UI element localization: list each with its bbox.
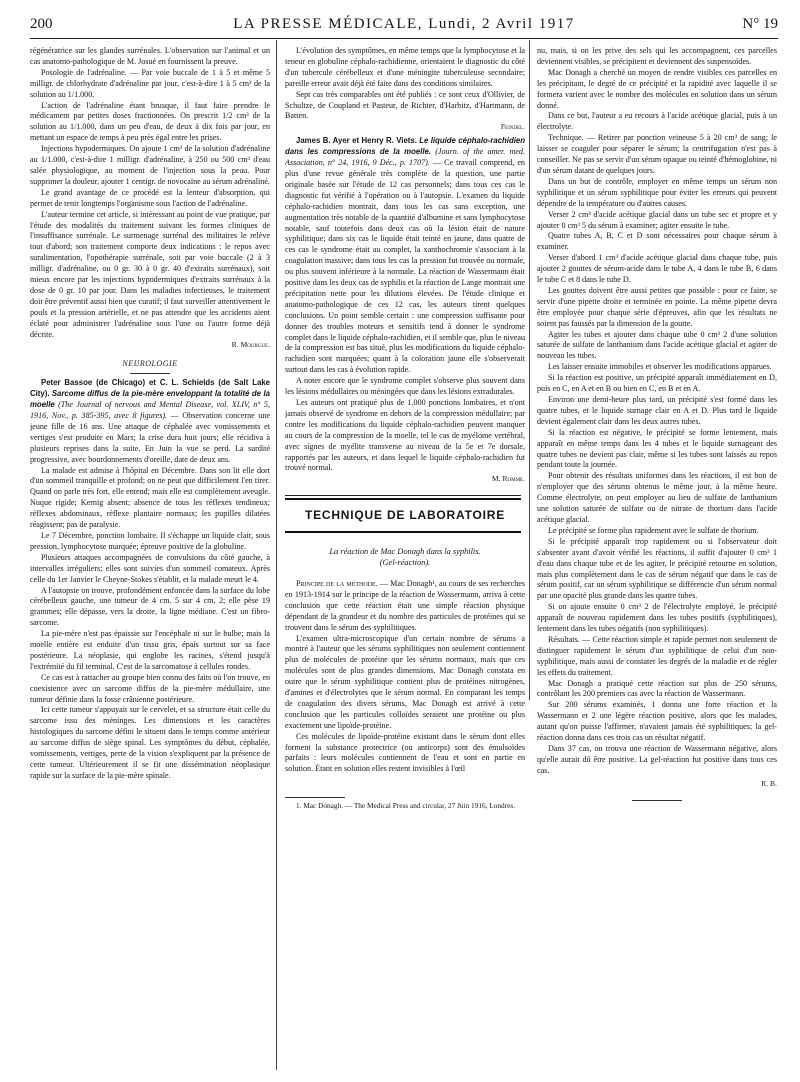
signature: R. B. (761, 778, 777, 788)
paragraph: Ici cette tumeur s'appuyait sur le cervelet, et sa structure était celle du sarcome issu des méninges. Les dimensions et les caractères histologiques du sarcome défini le situent dans le temps comme antérieur au sarcome diffus de siège spinal. Les symptômes du début, céphalée, vomissements, vertiges, perte de la vision s'expliquent par la présence de cette tumeur. Ultérieurement il se fit une dissémination néoplasique rapide sur la surface de la pie-mère spinale. (30, 705, 270, 780)
principe-text: — Mac Donagh¹, au cours de ses recherches en 1913-1914 sur le principe de la réaction de Wassermann, arriva à cette conclusion que cette réaction était une simple réaction physique dépendant de la grandeur et du nombre des particules de protéines qui se trouvent dans le sérum des syphilitiques. (285, 578, 525, 632)
footnote: 1. Mac Donagh. — The Medical Press and circular, 27 Juin 1916, Londres. (296, 801, 516, 811)
paragraph: L'évolution des symptômes, en même temps que la lymphocytose et la teneur en globuline céphalo-rachidienne, orientaient le diagnostic du côté d'un tubercule cérébelleux et d'une méningite tuberculeuse secondaire; pareille erreur avait déjà été faite dans des conditions similaires. (285, 46, 525, 88)
article-abstract (30, 378, 270, 465)
paragraph: Dans 37 cas, on trouva une réaction de Wassermann négative, alors qu'elle aurait dû être positive. La gel-réaction fut positive dans tous ces cas. (537, 744, 777, 775)
paragraph: Agiter les tubes et ajouter dans chaque tube 0 cm³ 2 d'une solution saturée de sulfate de lanthanium dans l'acide acétique glacial et agiter de nouveau les tubes. (537, 329, 777, 361)
paragraph: Ces molécules de lipoïde-protéine existant dans le sérum dont elles forment la substance protectrice (ou anticorps) sont des émulsoïdes parfaits : leurs molécules contiennent de l'eau et sont en partie en solution. Étant en solution elles restent invisibles à l'œil (285, 731, 525, 774)
paragraph: Mac Donagh a cherché un moyen de rendre visibles ces parcelles en les précipitant, le degré de ce précipité et la rapidité avec laquelle il se formera varient avec le nombre des molécules en solution dans un sérum donné. (537, 67, 777, 110)
paragraph: Les gouttes doivent être aussi petites que possible : pour ce faire, se servir d'une pipette droite et terminée en pointe. La même pipette devra être employée pour chaque série d'épreuves, afin que les résultats ne soient pas faussés par la dimension de la goutte. (537, 285, 777, 328)
paragraph: Le 7 Décembre, ponction lombaire. Il s'échappe un liquide clair, sous pression, lymphocytose marquée; épreuve positive de la globuline. (30, 530, 270, 551)
column-divider-left (276, 40, 277, 1070)
paragraph: Verser d'abord 1 cm³ d'acide acétique glacial dans chaque tube, puis ajouter 2 gouttes de sérum-acide dans le tube A, 4 dans le tube B, 6 dans le tube C et 8 dans le tube D. (537, 253, 777, 285)
paragraph: Dans un but de contrôle, employer en même temps un sérum non syphilitique et un sérum syphilitique pour éviter les erreurs qui peuvent dépendre de la température ou d'autres causes. (537, 176, 777, 208)
paragraph: La pie-mère n'est pas épaissie sur l'encéphale ni sur le bulbe; mais la moelle entière est enduite d'un tissu gris, épais surtout sur sa face postérieure. La néoplasie, qui englobe les racines, s'étend jusqu'à l'extrémité du fil terminal. C'est de la sarcomatose à cellules rondes. (30, 629, 270, 671)
paragraph: La malade est admise à l'hôpital en Décembre. Dans son lit elle dort d'un sommeil tranquille et profond; on ne peut que difficilement l'en tirer. Quand on parle très fort, elle entend; mais elle est complètement aveugle. Nuque rigide; Kernig absent; absence de tous les réflexes tendineux; réflexes abdominaux, réflexe plantaire normaux; les pupilles dilatées réagissent; pas de paralysie. (30, 465, 270, 530)
journal-title: LA PRESSE MÉDICALE, Lundi, 2 Avril 1917 (233, 16, 575, 32)
closing-rule (632, 800, 682, 801)
paragraph: Injections hypodermiques. On ajoute 1 cm³ de la solution d'adrénaline au 1/1.000, c'est-à-dire 1 milligr. d'adrénaline, à 250 ou 500 cm³ d'eau salée physiologique, au moment de l'injection sous la peau. Pour supprimer la douleur, ajouter 1 centigr. de novocaïne au sérum adrénaliné. (30, 144, 270, 186)
signature: M. Romme. (491, 474, 525, 484)
principe-label: Principe de la méthode. (296, 578, 378, 588)
article-subtitle-2: (Gel-réaction). (379, 558, 431, 568)
paragraph: A l'autopsie on trouve, profondément enfoncée dans la surface du lobe cérébelleux gauche, une tumeur de 4 cm. 5 sur 4 cm, 2; elle pèse 19 grammes; elle dépasse, vers la droite, la ligne médiane. C'est un fibro-sarcome. (30, 585, 270, 628)
paragraph: Mac Donagh a pratiqué cette réaction sur plus de 250 sérums, contrôlant les 200 premiers cas avec la réaction de Wassermann. (537, 678, 777, 699)
paragraph: Résultats. — Cette réaction simple et rapide permet non seulement de distinguer rapidement le sérum d'un syphilitique de celui d'un non-syphilitique, mais aussi de constater les degrés de la maladie et de régler les effets du traitement. (537, 634, 777, 677)
column-2 (285, 46, 525, 1066)
footnote-rule (285, 797, 345, 798)
paragraph: Les laisser ensuite immobiles et observer les modifications apparues. (548, 362, 772, 372)
paragraph: nu, mais, si on les prive des sels qui les accompagnent, ces parcelles deviennent visibles, se précipitent et deviennent des suspensoïdes. (537, 46, 777, 66)
column-3 (537, 46, 777, 801)
column-divider-right (529, 40, 530, 700)
article-text: — Observation concerne une jeune fille de 16 ans. Une attaque de céphalée avec vomissements et vertiges s'est produite en Mars; la crise dura huit jours; elle récidiva à plusieurs reprises dans la suite. En Juin la vue se perd. La surdité progressive, avec bourdonnements d'oreille, date de deux ans. (30, 411, 270, 464)
section-rule-bottom (285, 531, 521, 533)
article-abstract (285, 136, 525, 376)
section-rule-thick (285, 498, 521, 500)
section-rule-top (285, 495, 521, 496)
section-rule (130, 373, 170, 374)
article-reference: (The Journal of nervous and Mental Disease, vol. XLIV, n° 5, 1916, Nov., p. 385-395, avec 8 figures). (30, 400, 270, 420)
article-title: Le liquide céphalo-rachidien dans les compressions de la moelle. (285, 136, 525, 157)
paragraph: Si on ajoute ensuite 0 cm³ 2 de l'électrolyte employé, le précipité apparaît de nouveau rapidement dans les tubes positifs (syphilitiques), lentement dans les tubes négatifs (non syphilitiques). (537, 602, 777, 634)
paragraph: Environ une demi-heure plus tard, un précipité s'est formé dans les quatre tubes, et le liquide surnage clair en A et D. Plus tard le liquide devient également clair dans les deux autres tubes. (537, 395, 777, 426)
paragraph: L'examen ultra-microscopique d'un certain nombre de sérums a montré à l'auteur que les sérums syphilitiques non seulement contiennent plus de molécules de protéine que les sérums normaux, mais que ces molécules sont de plus grandes dimensions. Mac Donagh constata en outre que le sérum syphilitique contient plus de protéines nitrogènes, d'amines et d'électrolytes que le sérum normal. En comparant les temps de coagulation des divers sérums, Mac Donagh est arrivé à cette conclusion que les particules colloïdes seraient une protéine ou plus exactement une lipoïde-protéine. (285, 633, 525, 730)
paragraph: Pour obtenir des résultats uniformes dans les réactions, il est bon de n'employer que des sérums obtenus le même jour, à la même heure. Comme électrolyte, on peut employer au lieu de sulfate de lanthanium une solution saturée de sulfate ou de nitrate de thorium dans l'acide acétique glacial. (537, 471, 777, 524)
paragraph: Posologie de l'adrénaline. — Par voie buccale de 1 à 5 et même 5 milligr. de chlorhydrate d'adrénaline par jour, c'est-à-dire 1 à 5 cm³ de la solution au 1/1.000. (30, 67, 270, 99)
article-subtitle: La réaction de Mac Donagh dans la syphilis. (329, 547, 481, 557)
paragraph: régénératrice sur les glandes surrénales. L'observation sur l'animal et un cas anatomo-pathologique de M. Josué en fournissent la preuve. (30, 46, 270, 66)
article-reference: (Journ. of the amer. med. Association, n° 24, 1916, 9 Déc., p. 1707). (285, 147, 525, 168)
signature: R. Mourgue. (231, 340, 270, 350)
signature: Feindel. (500, 122, 525, 132)
paragraph: Plusieurs attaques accompagnées de convulsions du côté gauche, à intervalles irréguliers; elles sont suivies d'un sommeil comateux. Après celle du 1er Janvier le Cheyne-Stokes s'établit, et la malade meurt le 4. (30, 552, 270, 584)
paragraph: Quatre tubes A, B, C et D sont nécessaires pour chaque sérum à examiner. (537, 231, 777, 252)
paragraph (285, 579, 525, 634)
paragraph: Sept cas très comparables ont été publiés : ce sont ceux d'Ollivier, de Schultze, de Coupland et Pasteur, de Richter, d'Harbitz, d'Hartmann, de Batten. (285, 89, 525, 121)
paragraph: Technique. — Retirer par ponction veineuse 5 à 20 cm³ de sang; le laisser se coaguler pour séparer le sérum; la centrifugation n'est pas à conseiller. Ne pas se servir d'un sérum opaque ou teinté d'hémoglobine, ni d'un sérum datant de quelques jours. (537, 133, 777, 175)
column-1 (30, 46, 270, 1064)
paragraph: Si la réaction est positive, un précipité apparaît immédiatement en D, puis en C, en A et en B ou bien en C, en B et en A. (537, 373, 777, 394)
header-rule (30, 38, 778, 39)
paragraph: Sur 200 sérums examinés, 1 donna une forte réaction et la Wassermann et 2 une légère réaction positive, alors que les malades, autant qu'on puisse l'affirmer, n'avaient jamais été syphilitiques; la gel-réaction donna dans ces trois cas un résultat négatif. (537, 700, 777, 743)
issue-number: N° 19 (742, 16, 778, 32)
article-text: — Ce travail comprend, en plus d'une revue générale très complète de la question, une partie originale basée sur l'étude de 12 cas personnels; dans tous ces cas le diagnostic fut vérifié à l'opération ou à l'autopsie. L'examen du liquide céphalo-rachidien montrait, dans tous les cas sans exception, une augmentation très notable de la quantité d'albumine et sans lymphocytose notable, sauf toutefois dans deux cas où la lésion était de nature syphilitique; dans six cas le liquide était teinté en jaune, dans quatre de ces cas le syndrome était au complet, la xanthochromie s'associant à la coagulation massive; dans tous les cas la pression fut trouvée ou normale, ou plus souvent inférieure à la normale. La réaction de Wassermann était positive dans les deux cas de syphilis et la réaction de Lange montrait une précipitation nette pour les dilutions élevées. De l'étude clinique et anatomo-pathologique de ces 12 cas, les auteurs tirent quelques conclusions. Un point semble certain : une compression suffisante pour donner des troubles moteurs et sensitifs tend à donner le syndrome complet dans le liquide céphalo-rachidien, et il semble que, plus le niveau de la compression est bas situé, plus les modifications du liquide céphalo-rachidien sont marquées; quant à la coloration jaune elle s'observerait surtout dans les cas à évolution rapide. (285, 158, 525, 375)
page-number: 200 (30, 16, 53, 32)
paragraph: L'auteur termine cet article, si intéressant au point de vue pratique, par l'étude des modalités du traitement suivant les formes cliniques de l'insuffisance surrénale. Le surmenage surrénal des militaires le relève tout d'abord; son traitement comporte deux indications : le repos avec suralimentation, l'opothérapie surrénale, soit par voie buccale (2 à 3 milligr. d'adrénaline, ou 0 gr. 30 à 0 gr. 40 d'extraits surrénaux), soit mieux encore par les injections hypodermiques d'extraits surrénaux à la dose de 0 gr. 10 par jour. Dans les maladies infectieuses, le traitement doit être préventif aussi bien que curatif; il faut surveiller attentivement le pouls et la pression artérielle, et ne pas attendre que les accidents aient éclaté pour administrer l'adrénaline sous l'une ou l'autre forme déjà décrite. (30, 209, 270, 339)
paragraph: Ce cas est à rattacher au groupe bien connu des faits où l'on trouve, en coexistence avec un sarcome diffus de la pie-mère médullaire, une tumeur définie dans la fosse crânienne postérieure. (30, 672, 270, 704)
paragraph: Les auteurs ont pratiqué plus de 1.000 ponctions lombaires, et n'ont jamais observé de syndrome en dehors de la compression médullaire; par contre les modifications du liquide céphalo-rachidien peuvent manquer au cours de la compression de la moelle, tel le cas de myélome vertébral, avec signes de myélite transverse au niveau de la 5e et 7e dorsale, rapportés par les auteurs, et dans lequel le liquide céphalo-rachidien fut trouvé normal. (285, 398, 525, 473)
paragraph: L'action de l'adrénaline étant brusque, il faut faire prendre le médicament par petites doses fractionnées. On prescrit 1/2 cm³ de la solution au 1/1.000, dans un peu d'eau, de deux à dix fois par jour, en mettant un espace de temps à peu près égal entre les prises. (30, 100, 270, 143)
paragraph: Si la réaction est négative, le précipité se forme lentement, mais apparaît en même temps dans les 4 tubes et le liquide surnageant des quatre tubes ne devient pas clair, même si les tubes sont laissés au repos pendant toute la journée. (537, 427, 777, 470)
paragraph: Verser 2 cm³ d'acide acétique glacial dans un tube sec et propre et y ajouter 0 cm³ 5 du sérum à examiner; agiter ensuite le tube. (537, 209, 777, 230)
page-header (30, 16, 778, 36)
paragraph: Si le précipité apparaît trop rapidement ou si l'observateur doit s'absenter avant d'avoir vérifié les réactions, il suffit d'ajouter 0 cm³ 1 d'eau dans chaque tube et de les agiter, le précipité retourne en solution, mais plus complètement dans le cas de sérum négatif que dans le cas de sérum positif, car un sérum syphilitique se différencie d'un sérum normal par une opacité plus grande dans les quatre tubes. (537, 536, 777, 601)
paragraph: A noter encore que le syndrome complet s'observe plus souvent dans les lésions médullaires ou méningées que dans les lésions extradurales. (285, 376, 525, 397)
article-authors: James B. Ayer et Henry R. Viets. (296, 136, 417, 146)
section-title-technique: TECHNIQUE DE LABORATOIRE (304, 508, 506, 523)
paragraph: Dans ce but, l'auteur a eu recours à l'acide acétique glacial, puis à un électrolyte. (537, 111, 777, 132)
article-title: Sarcome diffus de la pie-mère enveloppant la totalité de la moelle (30, 389, 270, 410)
article-authors: Peter Bassoe (de Chicago) et C. L. Schields (de Salt Lake City). (30, 378, 270, 399)
paragraph: Le précipité se forme plus rapidement avec le sulfate de thorium. (548, 525, 759, 535)
section-title-neurologie: NEUROLOGIE (122, 359, 178, 369)
paragraph: Le grand avantage de ce procédé est la lenteur d'absorption, qui permet de tenir longtemps l'organisme sous l'action de l'adrénaline. (30, 187, 270, 208)
